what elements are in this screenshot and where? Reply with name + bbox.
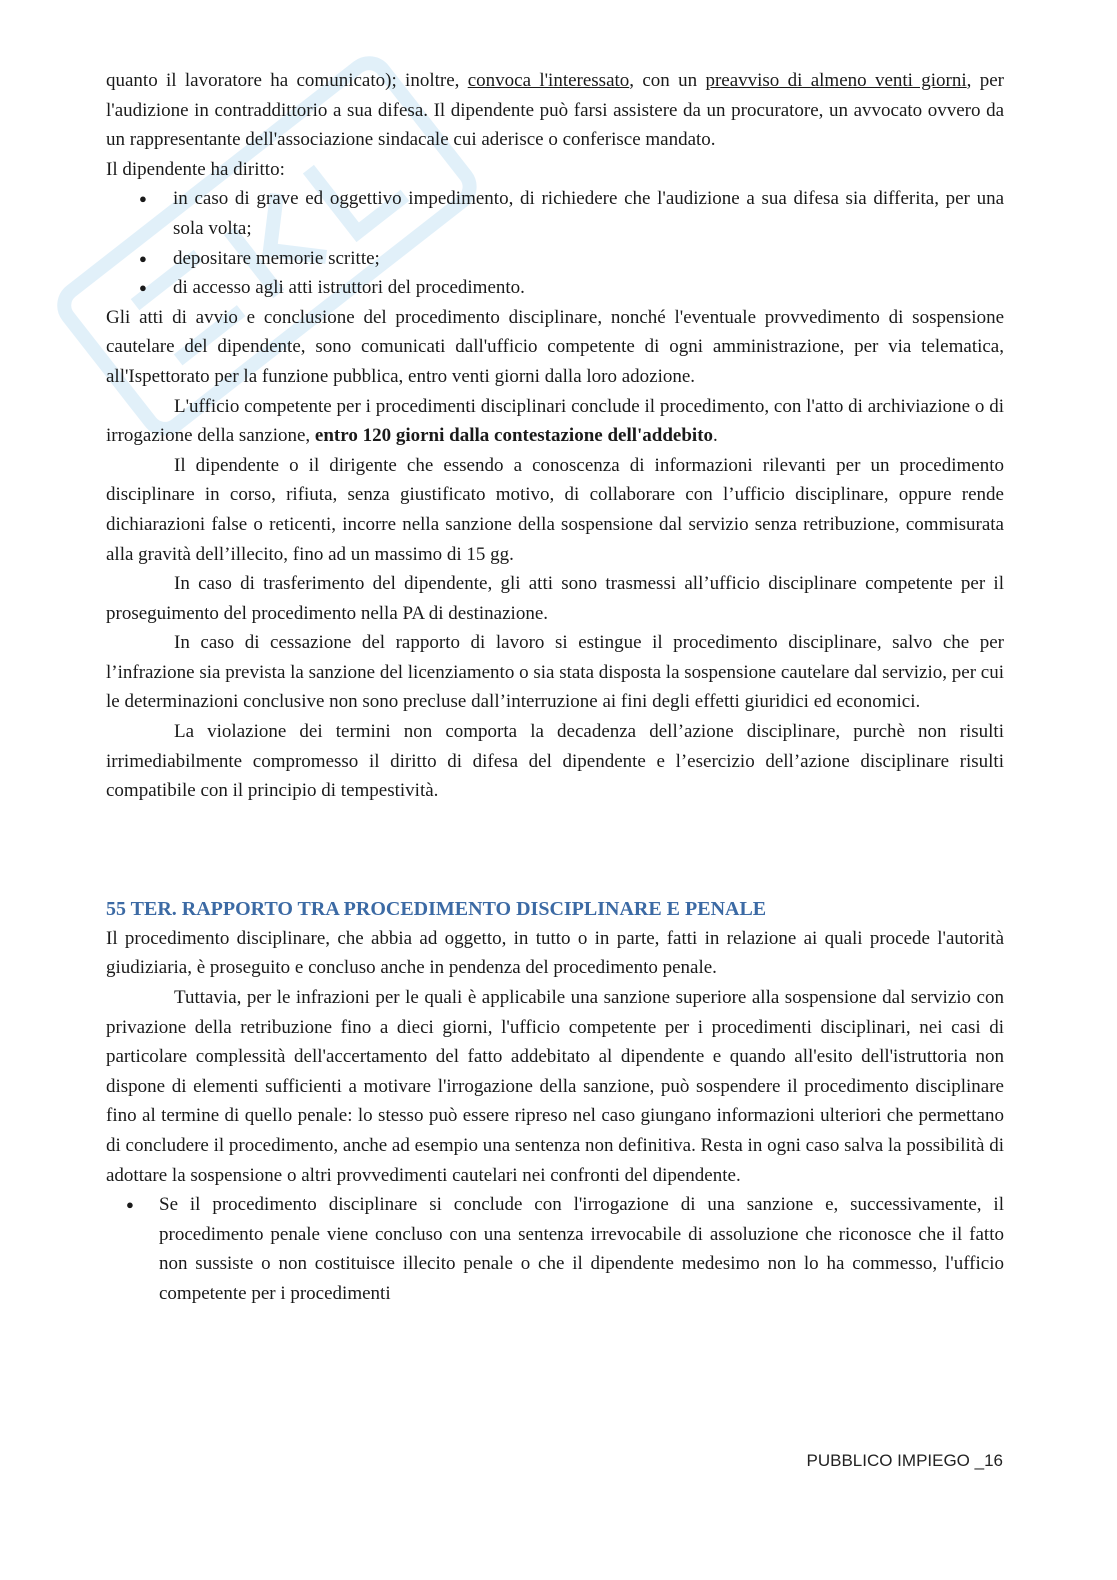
underlined-preavviso: preavviso di almeno venti giorni bbox=[705, 70, 967, 91]
paragraph-collaborazione: Il dipendente o il dirigente che essendo a conoscenza di informazioni rilevanti per un procedimento disciplinare in corso, rifiuta, senza giustificato motivo, di collaborare con l’ufficio disciplinare, oppure rende dichiarazioni false o reticenti, incorre nella sanzione della sospensione dal servizio senza retribuzione, commisurata alla gravità dell’illecito, fino ad un massimo di 15 gg. bbox=[106, 454, 1004, 565]
paragraph-cessazione: In caso di cessazione del rapporto di lavoro si estingue il procedimento disciplinare, salvo che per l’infrazione sia prevista la sanzione del licenziamento o sia stata disposta la sospensione cautelare dal servizio, per cui le determinazioni conclusive non sono precluse dall’interruzione ai fini degli effetti giuridici ed economici. bbox=[106, 632, 1004, 713]
rights-intro: Il dipendente ha diritto: bbox=[106, 158, 285, 180]
list-item: ● Se il procedimento disciplinare si conclude con l'irrogazione di una sanzione e, successivamente, il procedimento penale viene concluso con una sentenza irrevocabile di assoluzione che riconosce che il fatto non sussiste o non costituisce illecito penale o che il dipendente medesimo non lo ha commesso, l'ufficio competente per i procedimenti bbox=[106, 1190, 1004, 1308]
section-paragraph: Tuttavia, per le infrazioni per le quali è applicabile una sanzione superiore alla sospensione dal servizio con privazione della retribuzione fino a dieci giorni, l'ufficio competente per i procedimenti disciplinari, nei casi di particolare complessità dell'accertamento del fatto addebitato al dipendente e quando all'esito dell'istruttoria non dispone di elementi sufficienti a motivare l'irrogazione della sanzione, può sospendere il procedimento disciplinare fino al termine di quello penale: lo stesso può essere ripreso nel caso giungano informazioni ulteriori che permettano di concludere il procedimento, anche ad esempio una sentenza non definitiva. Resta in ogni caso salva la possibilità di adottare la sospensione o altri provvedimenti cautelari nei confronti del dipendente. bbox=[106, 987, 1005, 1186]
list-item: ● di accesso agli atti istruttori del procedimento. bbox=[106, 273, 1004, 303]
spacer bbox=[106, 806, 1004, 894]
paragraph-ufficio: L'ufficio competente per i procedimenti disciplinari conclude il procedimento, con l'atto di archiviazione o di irrogazione della sanzione, entro 120 giorni dalla contestazione dell'addebito. bbox=[106, 395, 1004, 447]
underlined-convoca: convoca l'interessato bbox=[467, 70, 630, 91]
section-paragraph: Il procedimento disciplinare, che abbia ad oggetto, in tutto o in parte, fatti in relazione ai quali procede l'autorità giudiziaria, è proseguito e concluso anche in pendenza del procedimento penale. bbox=[106, 927, 1004, 979]
page-footer: PUBBLICO IMPIEGO _16 bbox=[806, 1451, 1003, 1470]
document-page bbox=[106, 66, 1004, 1309]
section-list bbox=[106, 1190, 1004, 1308]
list-item: ● depositare memorie scritte; bbox=[106, 244, 1004, 274]
section-heading: 55 TER. RAPPORTO TRA PROCEDIMENTO DISCIPLINARE E PENALE bbox=[106, 897, 767, 920]
list-item: ● in caso di grave ed oggettivo impedimento, di richiedere che l'audizione a sua difesa sia differita, per una sola volta; bbox=[106, 184, 1004, 243]
paragraph-violazione: La violazione dei termini non comporta la decadenza dell’azione disciplinare, purchè non risulti irrimediabilmente compromesso il diritto di difesa del dipendente e l’esercizio dell’azione disciplinare risulti compatibile con il principio di tempestività. bbox=[106, 721, 1004, 802]
paragraph-trasferimento: In caso di trasferimento del dipendente, gli atti sono trasmessi all’ufficio disciplinare competente per il proseguimento del procedimento nella PA di destinazione. bbox=[106, 573, 1004, 624]
paragraph-audizione: quanto il lavoratore ha comunicato); inoltre, convoca l'interessato, con un preavviso di almeno venti giorni, per l'audizione in contraddittorio a sua difesa. Il dipendente può farsi assistere da un procuratore, un avvocato ovvero da un rappresentante dell'associazione sindacale cui aderisce o conferisce mandato. bbox=[106, 70, 1004, 151]
rights-list bbox=[106, 184, 1004, 302]
paragraph-atti: Gli atti di avvio e conclusione del procedimento disciplinare, nonché l'eventuale provvedimento di sospensione cautelare del dipendente, sono comunicati dall'ufficio competente di ogni amministrazione, per via telematica, all'Ispettorato per la funzione pubblica, entro venti giorni dalla loro adozione. bbox=[106, 306, 1004, 387]
bold-termine: entro 120 giorni dalla contestazione dell'addebito bbox=[314, 425, 714, 447]
